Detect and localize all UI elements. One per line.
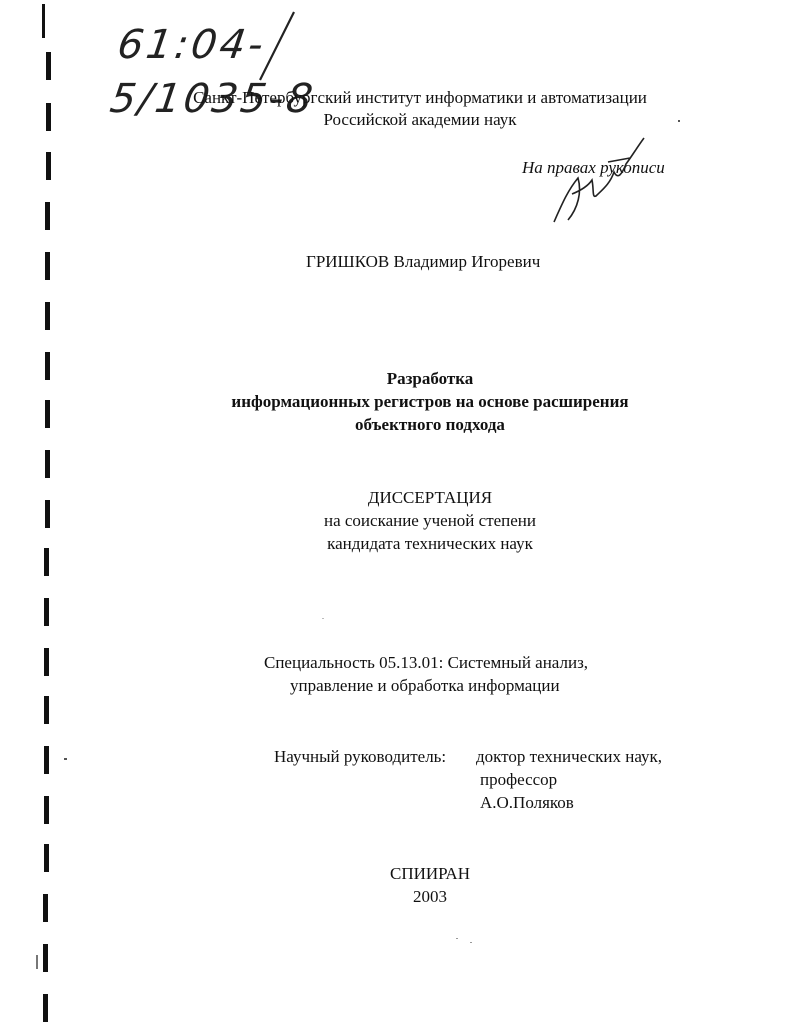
binder-mark <box>44 844 49 872</box>
signature <box>548 134 658 234</box>
work-type-line-2: кандидата технических наук <box>327 534 533 553</box>
specialty-line-1: Специальность 05.13.01: Системный анализ, <box>264 653 589 672</box>
binder-mark <box>45 252 50 280</box>
work-type-line-1: на соискание ученой степени <box>323 511 537 530</box>
binder-mark <box>44 548 49 576</box>
work-type-heading: ДИССЕРТАЦИЯ <box>367 488 493 507</box>
binder-mark <box>44 746 49 774</box>
title-line-3: объектного подхода <box>355 415 505 434</box>
scan-speck <box>64 758 67 760</box>
binder-mark <box>45 400 50 428</box>
scan-speck <box>322 618 324 619</box>
institution-line-2: Российской академии наук <box>323 110 517 129</box>
binder-mark <box>46 152 51 180</box>
manuscript-rights: На правах рукописи <box>522 158 665 177</box>
scan-speck <box>470 942 472 943</box>
binder-mark <box>45 352 50 380</box>
scan-speck <box>456 938 458 939</box>
binder-mark <box>43 994 48 1022</box>
binder-mark <box>45 450 50 478</box>
binder-mark <box>44 696 49 724</box>
archive-code-slash <box>246 8 306 84</box>
binder-mark <box>45 202 50 230</box>
binder-marks <box>0 0 60 1028</box>
binder-mark <box>45 302 50 330</box>
title-line-1: Разработка <box>386 369 474 388</box>
supervisor-label: Научный руководитель: <box>274 747 447 766</box>
footer-year: 2003 <box>413 887 447 906</box>
supervisor-rank: профессор <box>480 770 558 789</box>
institution-line-1: Санкт-Петербургский институт информатики и автоматизации <box>193 88 647 107</box>
binder-mark <box>42 4 45 38</box>
binder-mark <box>46 52 51 80</box>
binder-mark <box>43 944 48 972</box>
scan-speck <box>678 120 680 122</box>
footer-place: СПИИРАН <box>389 864 470 883</box>
title-line-2: информационных регистров на основе расширения <box>231 392 629 411</box>
binder-mark <box>46 103 51 131</box>
binder-mark <box>44 598 49 626</box>
author-name: ГРИШКОВ Владимир Игоревич <box>306 252 541 271</box>
binder-mark <box>44 796 49 824</box>
supervisor-name: А.О.Поляков <box>480 793 574 812</box>
binder-mark <box>44 648 49 676</box>
binder-mark <box>45 500 50 528</box>
supervisor-degree: доктор технических наук, <box>476 747 663 766</box>
specialty-line-2: управление и обработка информации <box>290 676 560 695</box>
binder-mark <box>36 955 38 969</box>
archive-code: 61:04-5/1035-8 <box>107 22 319 122</box>
binder-mark <box>43 894 48 922</box>
